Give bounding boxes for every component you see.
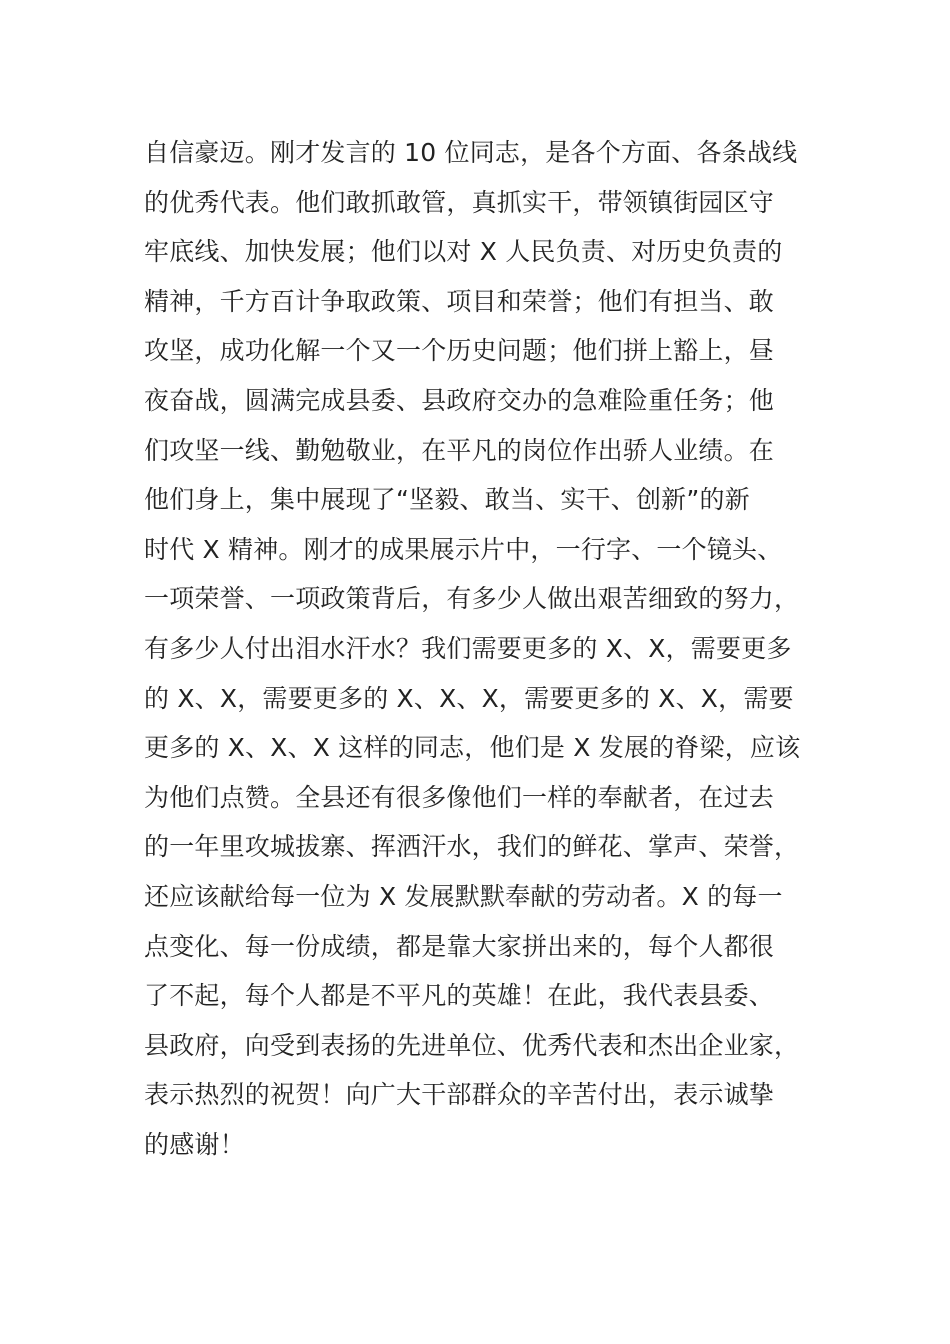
paragraph-line: 时代 X 精神。刚才的成果展示片中，一行字、一个镜头、	[144, 534, 783, 564]
paragraph-line: 的感谢！	[144, 1129, 245, 1159]
paragraph-line: 一项荣誉、一项政策背后，有多少人做出艰苦细致的努力，	[144, 584, 800, 614]
paragraph-line: 的优秀代表。他们敢抓敢管，真抓实干，带领镇街园区守	[144, 187, 775, 217]
paragraph-line: 自信豪迈。刚才发言的 10 位同志，是各个方面、各条战线	[144, 138, 798, 167]
paragraph-line: 表示热烈的祝贺！向广大干部群众的辛苦付出，表示诚挚	[144, 1080, 775, 1110]
paragraph-line: 为他们点赞。全县还有很多像他们一样的奉献者，在过去	[144, 782, 775, 812]
paragraph-line: 的一年里攻城拔寨、挥洒汗水，我们的鲜花、掌声、荣誉，	[144, 832, 800, 862]
paragraph-line: 了不起，每个人都是不平凡的英雄！在此，我代表县委、	[144, 981, 775, 1011]
paragraph-line: 县政府，向受到表扬的先进单位、优秀代表和杰出企业家，	[144, 1030, 800, 1060]
paragraph-line: 夜奋战，圆满完成县委、县政府交办的急难险重任务；他	[144, 385, 775, 415]
paragraph-line: 的 X、X，需要更多的 X、X、X，需要更多的 X、X，需要	[144, 683, 794, 713]
body-paragraph	[144, 128, 824, 1169]
paragraph-line: 精神，千方百计争取政策、项目和荣誉；他们有担当、敢	[144, 286, 775, 316]
paragraph-line: 们攻坚一线、勤勉敬业，在平凡的岗位作出骄人业绩。在	[144, 435, 775, 465]
paragraph-line: 牢底线、加快发展；他们以对 X 人民负责、对历史负责的	[144, 237, 783, 267]
paragraph-line: 有多少人付出泪水汗水？我们需要更多的 X、X，需要更多	[144, 633, 792, 663]
paragraph-line: 更多的 X、X、X 这样的同志，他们是 X 发展的脊梁，应该	[144, 733, 801, 763]
paragraph-line: 攻坚，成功化解一个又一个历史问题；他们拼上豁上，昼	[144, 336, 775, 366]
paragraph-line: 点变化、每一份成绩，都是靠大家拼出来的，每个人都很	[144, 931, 775, 961]
paragraph-line: 他们身上，集中展现了“坚毅、敢当、实干、创新”的新	[144, 485, 750, 515]
paragraph-line: 还应该献给每一位为 X 发展默默奉献的劳动者。X 的每一	[144, 881, 783, 911]
